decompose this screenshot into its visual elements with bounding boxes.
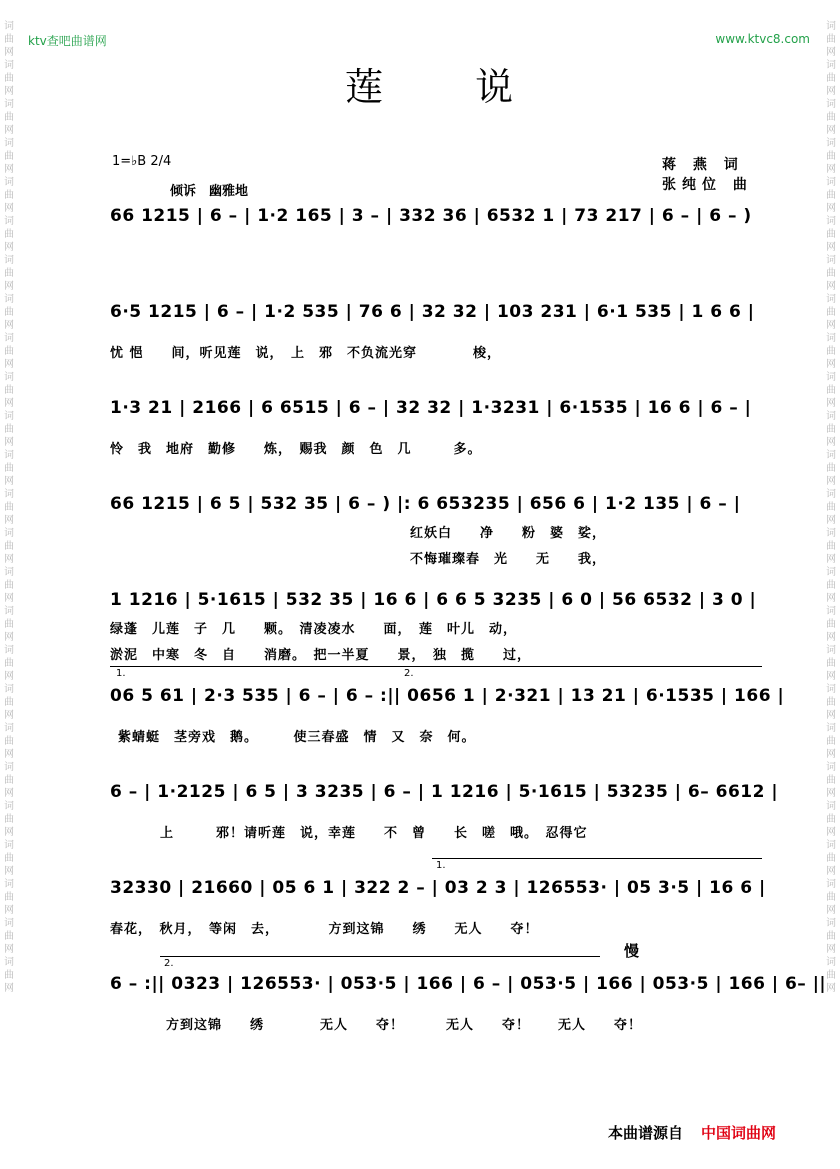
header-site-name: ktv查吧曲谱网 (28, 34, 107, 48)
song-title: 莲 说 (345, 65, 554, 109)
lyric-line-4-verse-1: 红妖白 净 粉 婆 娑， (410, 526, 607, 541)
footer-source (608, 1122, 776, 1143)
header-site-url: www.ktvc8.com (715, 32, 810, 46)
volta-bracket-1 (110, 666, 762, 667)
lyric-line-9: 方到这锦 绣 无人 夺！ 无人 夺！ 无人 夺！ (166, 1018, 643, 1033)
score-line-9: 6 – :|| 0323 | 126553· | 053·5 | 166 | 6 – | 053·5 | 166 | 053·5 | 166 | 6– || (110, 974, 827, 994)
lyric-line-8: 春花， 秋月， 等闲 去， 方到这锦 绣 无人 夺！ (110, 922, 539, 937)
score-line-7: 6 – | 1·2125 | 6 5 | 3 3235 | 6 – | 1 1216 | 5·1615 | 53235 | 6– 6612 | (110, 782, 779, 802)
volta-2-label: 2. (404, 668, 414, 679)
footer-source-label: 本曲谱源自 (608, 1124, 684, 1142)
footer-brand-link[interactable]: 中国词曲网 (701, 1124, 777, 1142)
lyric-line-5-verse-1: 绿蓬 儿莲 子 几 颗。 清凌凌水 面， 莲 叶儿 动， (110, 622, 518, 637)
volta-bracket-2 (432, 858, 762, 859)
score-line-6: 06 5 61 | 2·3 535 | 6 – | 6 – :|| 0656 1 | 2·321 | 13 21 | 6·1535 | 166 | (110, 686, 785, 706)
lyric-line-5-verse-2: 淤泥 中寒 冬 自 消磨。 把一半夏 景， 独 揽 过， (110, 648, 532, 663)
lyric-line-6: 紫蜻蜓 茎旁戏 鹅。 使三春盛 情 又 奈 何。 (118, 730, 476, 745)
volta-1-label: 1. (116, 668, 126, 679)
score-line-2: 6·5 1215 | 6 – | 1·2 535 | 76 6 | 32 32 | 103 231 | 6·1 535 | 1 6 6 | (110, 302, 755, 322)
score-line-8: 32330 | 21660 | 05 6 1 | 322 2 – | 03 2 3 | 126553· | 05 3·5 | 16 6 | (110, 878, 766, 898)
lyric-line-2: 忧 悒 间，听见莲 说， 上 邪 不负流光穿 梭， (110, 346, 502, 361)
left-watermark: 词曲网词曲网词曲网词曲网词曲网词曲网词曲网词曲网词曲网词曲网词曲网词曲网词曲网词曲网词曲网词曲网词曲网词曲网词曲网词曲网词曲网词曲网词曲网词曲网词曲网 (4, 21, 14, 994)
tempo-marking: 倾诉 幽雅地 (170, 184, 249, 199)
volta-bracket-3 (160, 956, 600, 957)
score-line-5: 1 1216 | 5·1615 | 532 35 | 16 6 | 6 6 5 3235 | 6 0 | 56 6532 | 3 0 | (110, 590, 757, 610)
lyricist-credit: 蒋 燕 词 (662, 157, 744, 173)
composer-credit: 张纯位 曲 (662, 177, 753, 193)
score-line-3: 1·3 21 | 2166 | 6 6515 | 6 – | 32 32 | 1·3231 | 6·1535 | 16 6 | 6 – | (110, 398, 752, 418)
lyric-line-3: 怜 我 地府 勤修 炼， 赐我 颜 色 几 多。 (110, 442, 482, 457)
lyric-line-4-verse-2: 不悔璀璨春 光 无 我， (410, 552, 607, 567)
expression-mark: 慢 (624, 942, 640, 960)
volta-3-label: 1. (436, 860, 446, 871)
score-line-4: 66 1215 | 6 5 | 532 35 | 6 – ) |: 6 653235 | 656 6 | 1·2 135 | 6 – | (110, 494, 741, 514)
lyric-line-7: 上 邪！请听莲 说，幸莲 不 曾 长 嗟 哦。 忍得它 (160, 826, 588, 841)
score-line-1: 66 1215 | 6 – | 1·2 165 | 3 – | 332 36 | 6532 1 | 73 217 | 6 – | 6 – ) (110, 206, 752, 226)
volta-4-label: 2. (164, 958, 174, 969)
key-signature: 1=♭B 2/4 (112, 154, 172, 169)
right-watermark: 词曲网词曲网词曲网词曲网词曲网词曲网词曲网词曲网词曲网词曲网词曲网词曲网词曲网词曲网词曲网词曲网词曲网词曲网词曲网词曲网词曲网词曲网词曲网词曲网词曲网 (826, 21, 836, 994)
